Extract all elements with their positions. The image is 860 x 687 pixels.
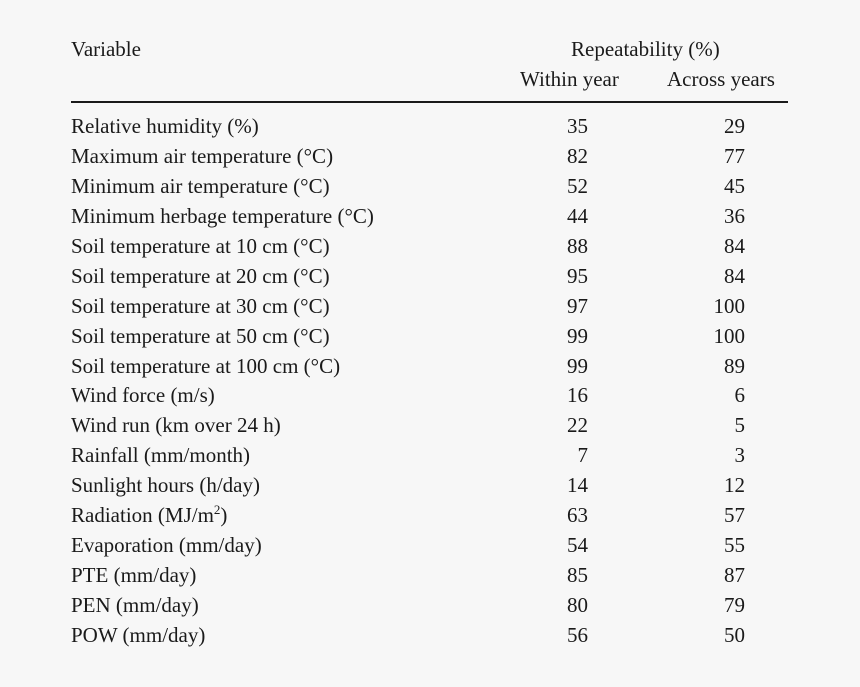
- across-years-cell: 79: [724, 593, 745, 617]
- table-body: [0, 112, 860, 651]
- within-year-cell: 54: [567, 533, 588, 558]
- within-year-cell: 56: [567, 622, 588, 647]
- within-year-cell: 99: [567, 323, 588, 348]
- variable-cell: Soil temperature at 20 cm (°C): [71, 263, 330, 288]
- variable-cell: PTE (mm/day): [71, 563, 197, 588]
- table-row: [0, 501, 860, 531]
- variable-cell: PEN (mm/day): [71, 593, 199, 617]
- table-row: [0, 411, 860, 441]
- within-year-cell: 7: [577, 443, 588, 468]
- across-years-cell: 50: [724, 622, 745, 647]
- across-years-cell: 100: [713, 323, 745, 348]
- table-row: [0, 441, 860, 471]
- table-row: [0, 561, 860, 591]
- across-years-cell: 77: [724, 143, 745, 168]
- table-row: [0, 292, 860, 322]
- across-years-cell: 6: [734, 383, 745, 408]
- variable-cell: Radiation $(MJ/m^2)$: [71, 502, 228, 528]
- table-row: [0, 591, 860, 621]
- table-row: [0, 322, 860, 352]
- variable-cell: Maximum air temperature (°C): [71, 143, 334, 168]
- within-year-cell: 97: [567, 293, 588, 318]
- within-year-cell: 88: [567, 233, 588, 258]
- variable-cell: Minimum air temperature (°C): [71, 173, 330, 198]
- variable-cell: Rainfall (mm/month): [71, 443, 251, 468]
- across-years-cell: 57: [724, 503, 745, 528]
- within-year-cell: 82: [567, 143, 588, 168]
- column-header-within-year: Within year: [520, 67, 619, 91]
- across-years-cell: 87: [724, 563, 745, 588]
- across-years-cell: 55: [724, 533, 745, 558]
- variable-cell: Soil temperature at 30 cm (°C): [71, 293, 330, 318]
- within-year-cell: 80: [567, 593, 588, 617]
- within-year-cell: 63: [567, 503, 588, 528]
- within-year-cell: 95: [567, 263, 588, 288]
- across-years-cell: 5: [734, 413, 745, 438]
- table-row: [0, 621, 860, 651]
- table-row: [0, 381, 860, 411]
- column-group-header-repeatability: Repeatability (%): [571, 37, 720, 61]
- variable-cell: Soil temperature at 10 cm (°C): [71, 233, 330, 258]
- variable-cell: POW (mm/day): [71, 622, 206, 647]
- variable-cell: Wind run (km over 24 h): [71, 413, 281, 438]
- within-year-cell: 22: [567, 413, 588, 438]
- within-year-cell: 85: [567, 563, 588, 588]
- table-row: [0, 471, 860, 501]
- table-row: [0, 262, 860, 292]
- across-years-cell: 3: [734, 443, 745, 468]
- within-year-cell: 99: [567, 353, 588, 378]
- across-years-cell: 100: [713, 293, 745, 318]
- variable-cell: Sunlight hours (h/day): [71, 473, 260, 498]
- across-years-cell: 84: [724, 263, 745, 288]
- table-row: [0, 112, 860, 142]
- across-years-cell: 89: [724, 353, 745, 378]
- within-year-cell: 52: [567, 173, 588, 198]
- across-years-cell: 84: [724, 233, 745, 258]
- variable-cell: Wind force (m/s): [71, 383, 215, 408]
- across-years-cell: 12: [724, 473, 745, 498]
- column-header-across-years: Across years: [667, 67, 775, 91]
- within-year-cell: 44: [567, 203, 588, 228]
- variable-cell: Soil temperature at 100 cm (°C): [71, 353, 341, 378]
- across-years-cell: 45: [724, 173, 745, 198]
- variable-cell: Relative humidity (%): [71, 114, 259, 138]
- header-rule: [71, 101, 788, 103]
- table-row: [0, 232, 860, 262]
- within-year-cell: 14: [567, 473, 588, 498]
- variable-cell: Evaporation (mm/day): [71, 533, 262, 558]
- across-years-cell: 29: [724, 114, 745, 138]
- within-year-cell: 35: [567, 114, 588, 138]
- table-row: [0, 202, 860, 232]
- column-header-variable: Variable: [71, 37, 141, 61]
- across-years-cell: 36: [724, 203, 745, 228]
- table-row: [0, 352, 860, 382]
- variable-cell: Minimum herbage temperature (°C): [71, 203, 374, 228]
- variable-cell: Soil temperature at 50 cm (°C): [71, 323, 330, 348]
- table-row: [0, 142, 860, 172]
- within-year-cell: 16: [567, 383, 588, 408]
- table-row: [0, 172, 860, 202]
- table-row: [0, 531, 860, 561]
